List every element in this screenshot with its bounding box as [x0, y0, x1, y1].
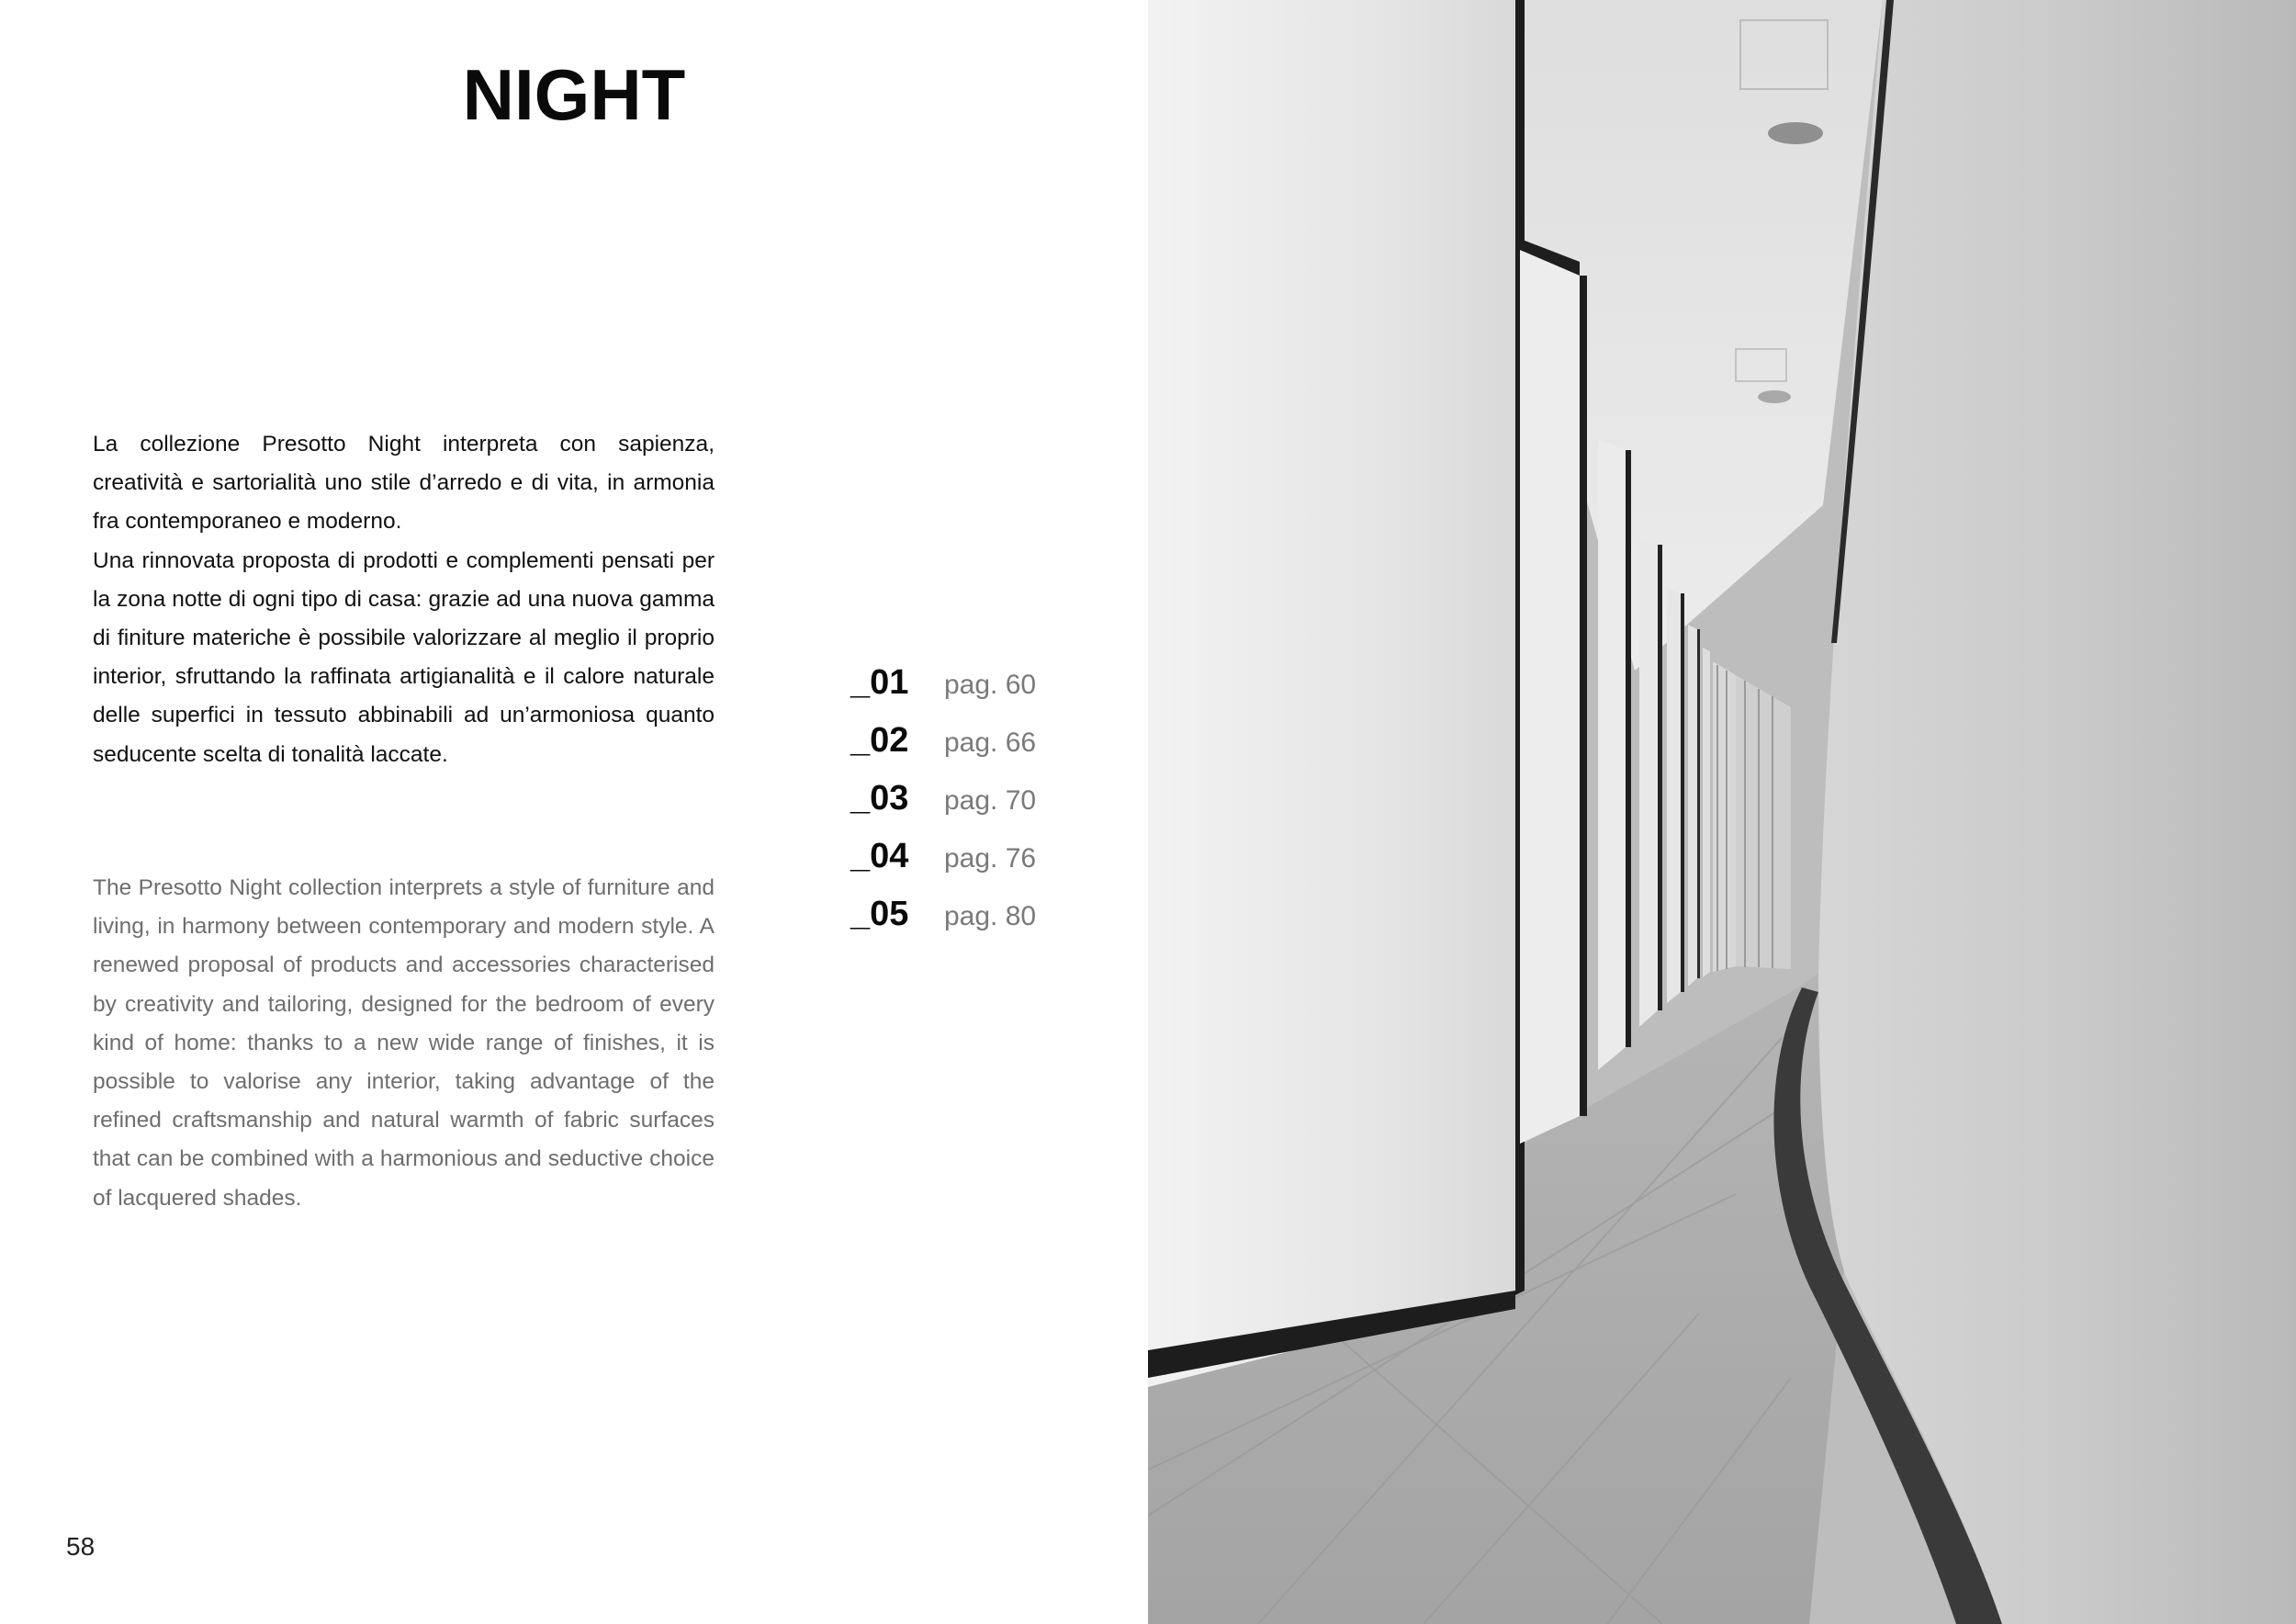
index-page-ref: pag. 70 [944, 785, 1037, 816]
english-description [93, 869, 715, 1218]
index-row[interactable] [850, 721, 1036, 779]
italian-description [93, 425, 715, 774]
index-page-ref: pag. 66 [944, 727, 1037, 758]
index-page-ref: pag. 76 [944, 843, 1037, 874]
index-page-ref: pag. 60 [944, 670, 1037, 700]
index-number: _05 [850, 895, 909, 933]
page-title: NIGHT [462, 54, 686, 135]
corridor-photo [1148, 0, 2296, 1624]
english-paragraph: The Presotto Night collection interprets a style of furniture and living, in harmony between contemporary and modern style. A renewed proposal of products and accessories characterised by creativity and tailoring, designed for the bedroom of every kind of home: thanks to a new wide range of finishes, it is possible to valorise any interior, taking advantage of the refined craftsmanship and natural warmth of fabric surfaces that can be combined with a harmonious and seductive choice of lacquered shades. [93, 875, 715, 1211]
italian-paragraph-1: La collezione Presotto Night interpreta con sapienza, creatività e sartorialità uno stile d’arredo e di vita, in armonia fra contemporaneo e moderno. [93, 432, 715, 535]
index-number: _04 [850, 837, 909, 875]
page-number: 58 [66, 1532, 96, 1561]
section-index [850, 663, 1036, 953]
corridor-photo-illustration [1148, 0, 2296, 1624]
italian-paragraph-2: Una rinnovata proposta di prodotti e complementi pensati per la zona notte di ogni tipo di casa: grazie ad una nuova gamma di finiture materiche è possibile valorizzare al meglio il proprio interior, sfruttando la raffinata artigianalità e il calore naturale delle superfici in tessuto abbinabili ad un’armoniosa quanto seducente scelta di tonalità laccate. [93, 547, 715, 767]
index-page-ref: pag. 80 [944, 901, 1037, 931]
index-number: _03 [850, 779, 909, 818]
index-row[interactable] [850, 895, 1036, 953]
index-row[interactable] [850, 837, 1036, 895]
index-row[interactable] [850, 779, 1036, 837]
index-number: _01 [850, 663, 909, 702]
index-number: _02 [850, 721, 909, 760]
index-row[interactable] [850, 663, 1036, 721]
